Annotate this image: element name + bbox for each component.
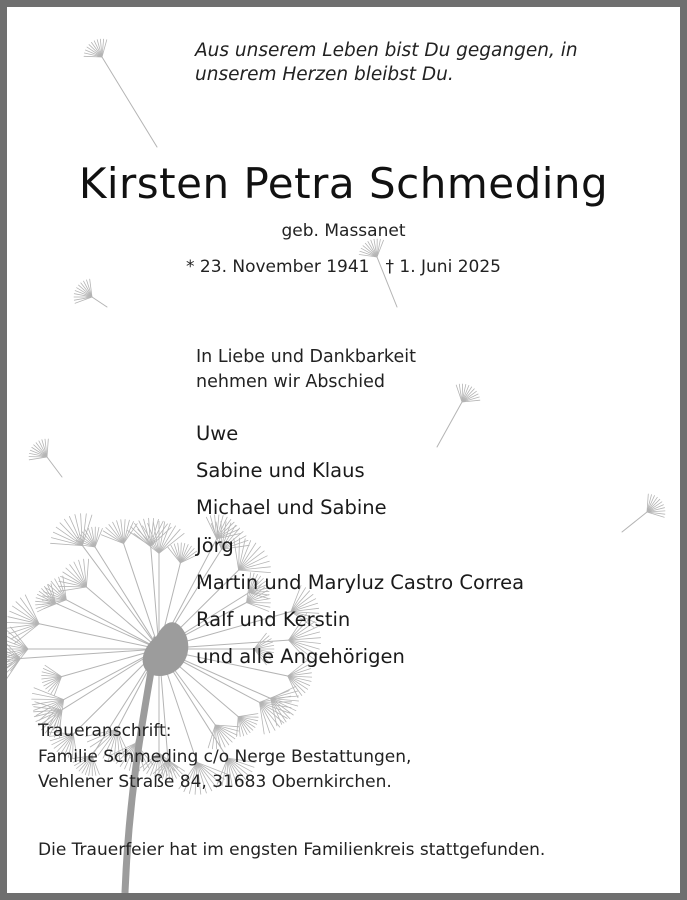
mourner-entry: Jörg <box>196 533 234 557</box>
deceased-name: Kirsten Petra Schmeding <box>78 159 609 208</box>
birth-name: geb. Massanet <box>281 221 406 241</box>
farewell-line: In Liebe und Dankbarkeit <box>196 347 416 367</box>
birth-date: * 23. November 1941 <box>186 257 370 277</box>
mourner-entry: Martin und Maryluz Castro Correa <box>196 570 525 594</box>
address-line: Vehlener Straße 84, 31683 Obernkirchen. <box>38 772 392 792</box>
address-line: Familie Schmeding c/o Nerge Bestattungen, <box>38 746 412 767</box>
mourner-entry: Uwe <box>196 422 239 445</box>
death-date: † 1. Juni 2025 <box>385 257 501 277</box>
mourning-address <box>38 719 411 796</box>
farewell-text <box>196 345 416 395</box>
address-label: Traueranschrift: <box>38 721 172 741</box>
mourner-entry: und alle Angehörigen <box>196 645 405 669</box>
mourner-entry: Michael und Sabine <box>196 496 387 520</box>
farewell-line: nehmen wir Abschied <box>196 372 385 392</box>
mourner-entry: Sabine und Klaus <box>196 459 365 483</box>
mourner-entry: Ralf und Kerstin <box>196 607 351 631</box>
mourners-list <box>196 415 524 675</box>
motto-verse <box>195 39 578 87</box>
motto-line: Aus unserem Leben bist Du gegangen, in <box>195 40 578 61</box>
motto-line: unserem Herzen bleibst Du. <box>195 64 454 85</box>
closing-note: Die Trauerfeier hat im engsten Familienkreis stattgefunden. <box>38 840 546 860</box>
life-dates <box>7 257 680 277</box>
